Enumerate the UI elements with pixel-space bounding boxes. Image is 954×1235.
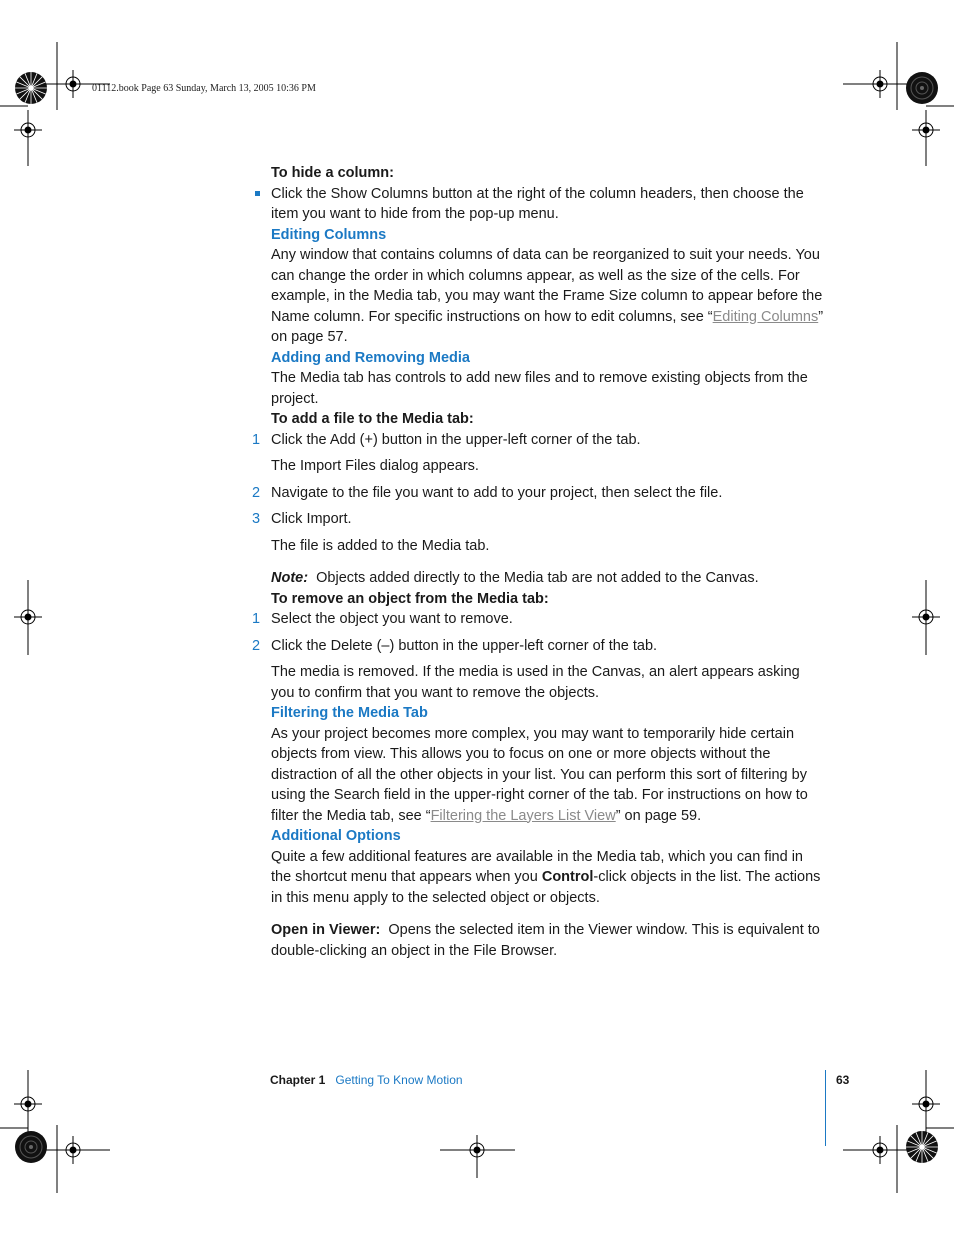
hide-column-label: To hide a column: bbox=[271, 165, 394, 181]
bullet-marker bbox=[255, 191, 260, 196]
heading-filtering-media-tab: Filtering the Media Tab bbox=[271, 705, 428, 721]
chapter-number: Chapter 1 bbox=[270, 1073, 326, 1087]
step-number: 3 bbox=[252, 511, 261, 527]
filtering-text-end: ” on page 59. bbox=[615, 807, 702, 824]
control-key: Control bbox=[541, 869, 594, 885]
note bbox=[271, 568, 827, 589]
additional-body bbox=[271, 847, 827, 909]
editing-columns-body bbox=[271, 245, 827, 348]
footer-chapter bbox=[270, 1073, 463, 1087]
additional-text: Quite a few additional features are available in the Media tab, which you can find in the shortcut menu that appears when you bbox=[271, 848, 803, 885]
list-item bbox=[252, 609, 827, 630]
chapter-title: Getting To Know Motion bbox=[335, 1073, 463, 1087]
link-filtering-layers-list-view[interactable]: Filtering the Layers List View bbox=[430, 807, 616, 824]
step-result: The media is removed. If the media is used in the Canvas, an alert appears asking you to confirm that you want to remove the objects. bbox=[271, 664, 800, 701]
step-result: The Import Files dialog appears. bbox=[271, 458, 479, 474]
open-in-viewer-text: Opens the selected item in the Viewer window. This is equivalent to double-clicking an object in the File Browser. bbox=[271, 922, 820, 959]
print-slug: 01112.book Page 63 Sunday, March 13, 2005 10:36 PM bbox=[92, 83, 316, 94]
step-result: The file is added to the Media tab. bbox=[271, 537, 490, 554]
editing-columns-text: Any window that contains columns of data can be reorganized to suit your needs. You can change the order in which columns appear, as well as the size of the cells. For example, in the Media tab, you may want the Frame Size column to appear before the Name column. For specific instructions on how to edit columns, see “ bbox=[271, 247, 823, 325]
list-item bbox=[252, 636, 827, 657]
list-item bbox=[252, 483, 827, 504]
step-number: 1 bbox=[252, 611, 261, 627]
step-number: 2 bbox=[252, 637, 261, 654]
note-label: Note: bbox=[271, 570, 309, 586]
step-text: Click Import. bbox=[271, 511, 352, 527]
page-number: 63 bbox=[836, 1073, 850, 1087]
filtering-text: As your project becomes more complex, you may want to temporarily hide certain objects from view. This allows you to focus on one or more objects without the distraction of all the other objects in your list. You can perform this sort of filtering by using the Search field in the upper-right corner of the tab. For instructions on how to filter the Media tab, see “ bbox=[271, 725, 808, 824]
step-number: 1 bbox=[252, 431, 261, 448]
adding-removing-body: The Media tab has controls to add new files and to remove existing objects from the project. bbox=[271, 370, 808, 407]
remove-object-label: To remove an object from the Media tab: bbox=[271, 590, 549, 607]
heading-adding-removing-media: Adding and Removing Media bbox=[271, 349, 470, 366]
step-text: Click the Add (+) button in the upper-left corner of the tab. bbox=[271, 431, 641, 448]
step-text: Select the object you want to remove. bbox=[271, 611, 513, 627]
additional-text-end: -click objects in the list. The actions in this menu apply to the selected object or objects. bbox=[271, 869, 821, 906]
editing-columns-text-end: ” on page 57. bbox=[271, 308, 824, 345]
list-item bbox=[252, 509, 827, 530]
step-text: Click the Delete (–) button in the upper-left corner of the tab. bbox=[271, 637, 658, 654]
open-in-viewer-term bbox=[271, 920, 827, 961]
heading-editing-columns: Editing Columns bbox=[271, 226, 387, 243]
link-editing-columns[interactable]: Editing Columns bbox=[712, 308, 819, 325]
heading-additional-options: Additional Options bbox=[271, 828, 401, 844]
add-file-label: To add a file to the Media tab: bbox=[271, 411, 474, 427]
hide-column-step: Click the Show Columns button at the right of the column headers, then choose the item you want to hide from the pop-up menu. bbox=[271, 185, 804, 222]
page-content bbox=[252, 163, 827, 961]
note-text: Objects added directly to the Media tab are not added to the Canvas. bbox=[316, 570, 759, 586]
open-in-viewer-label: Open in Viewer: bbox=[271, 922, 381, 938]
step-number: 2 bbox=[252, 484, 261, 501]
list-item bbox=[252, 430, 827, 451]
filtering-body bbox=[271, 724, 827, 827]
step-text: Navigate to the file you want to add to your project, then select the file. bbox=[271, 484, 723, 501]
footer-rule bbox=[825, 1070, 826, 1146]
list-item bbox=[271, 184, 827, 225]
